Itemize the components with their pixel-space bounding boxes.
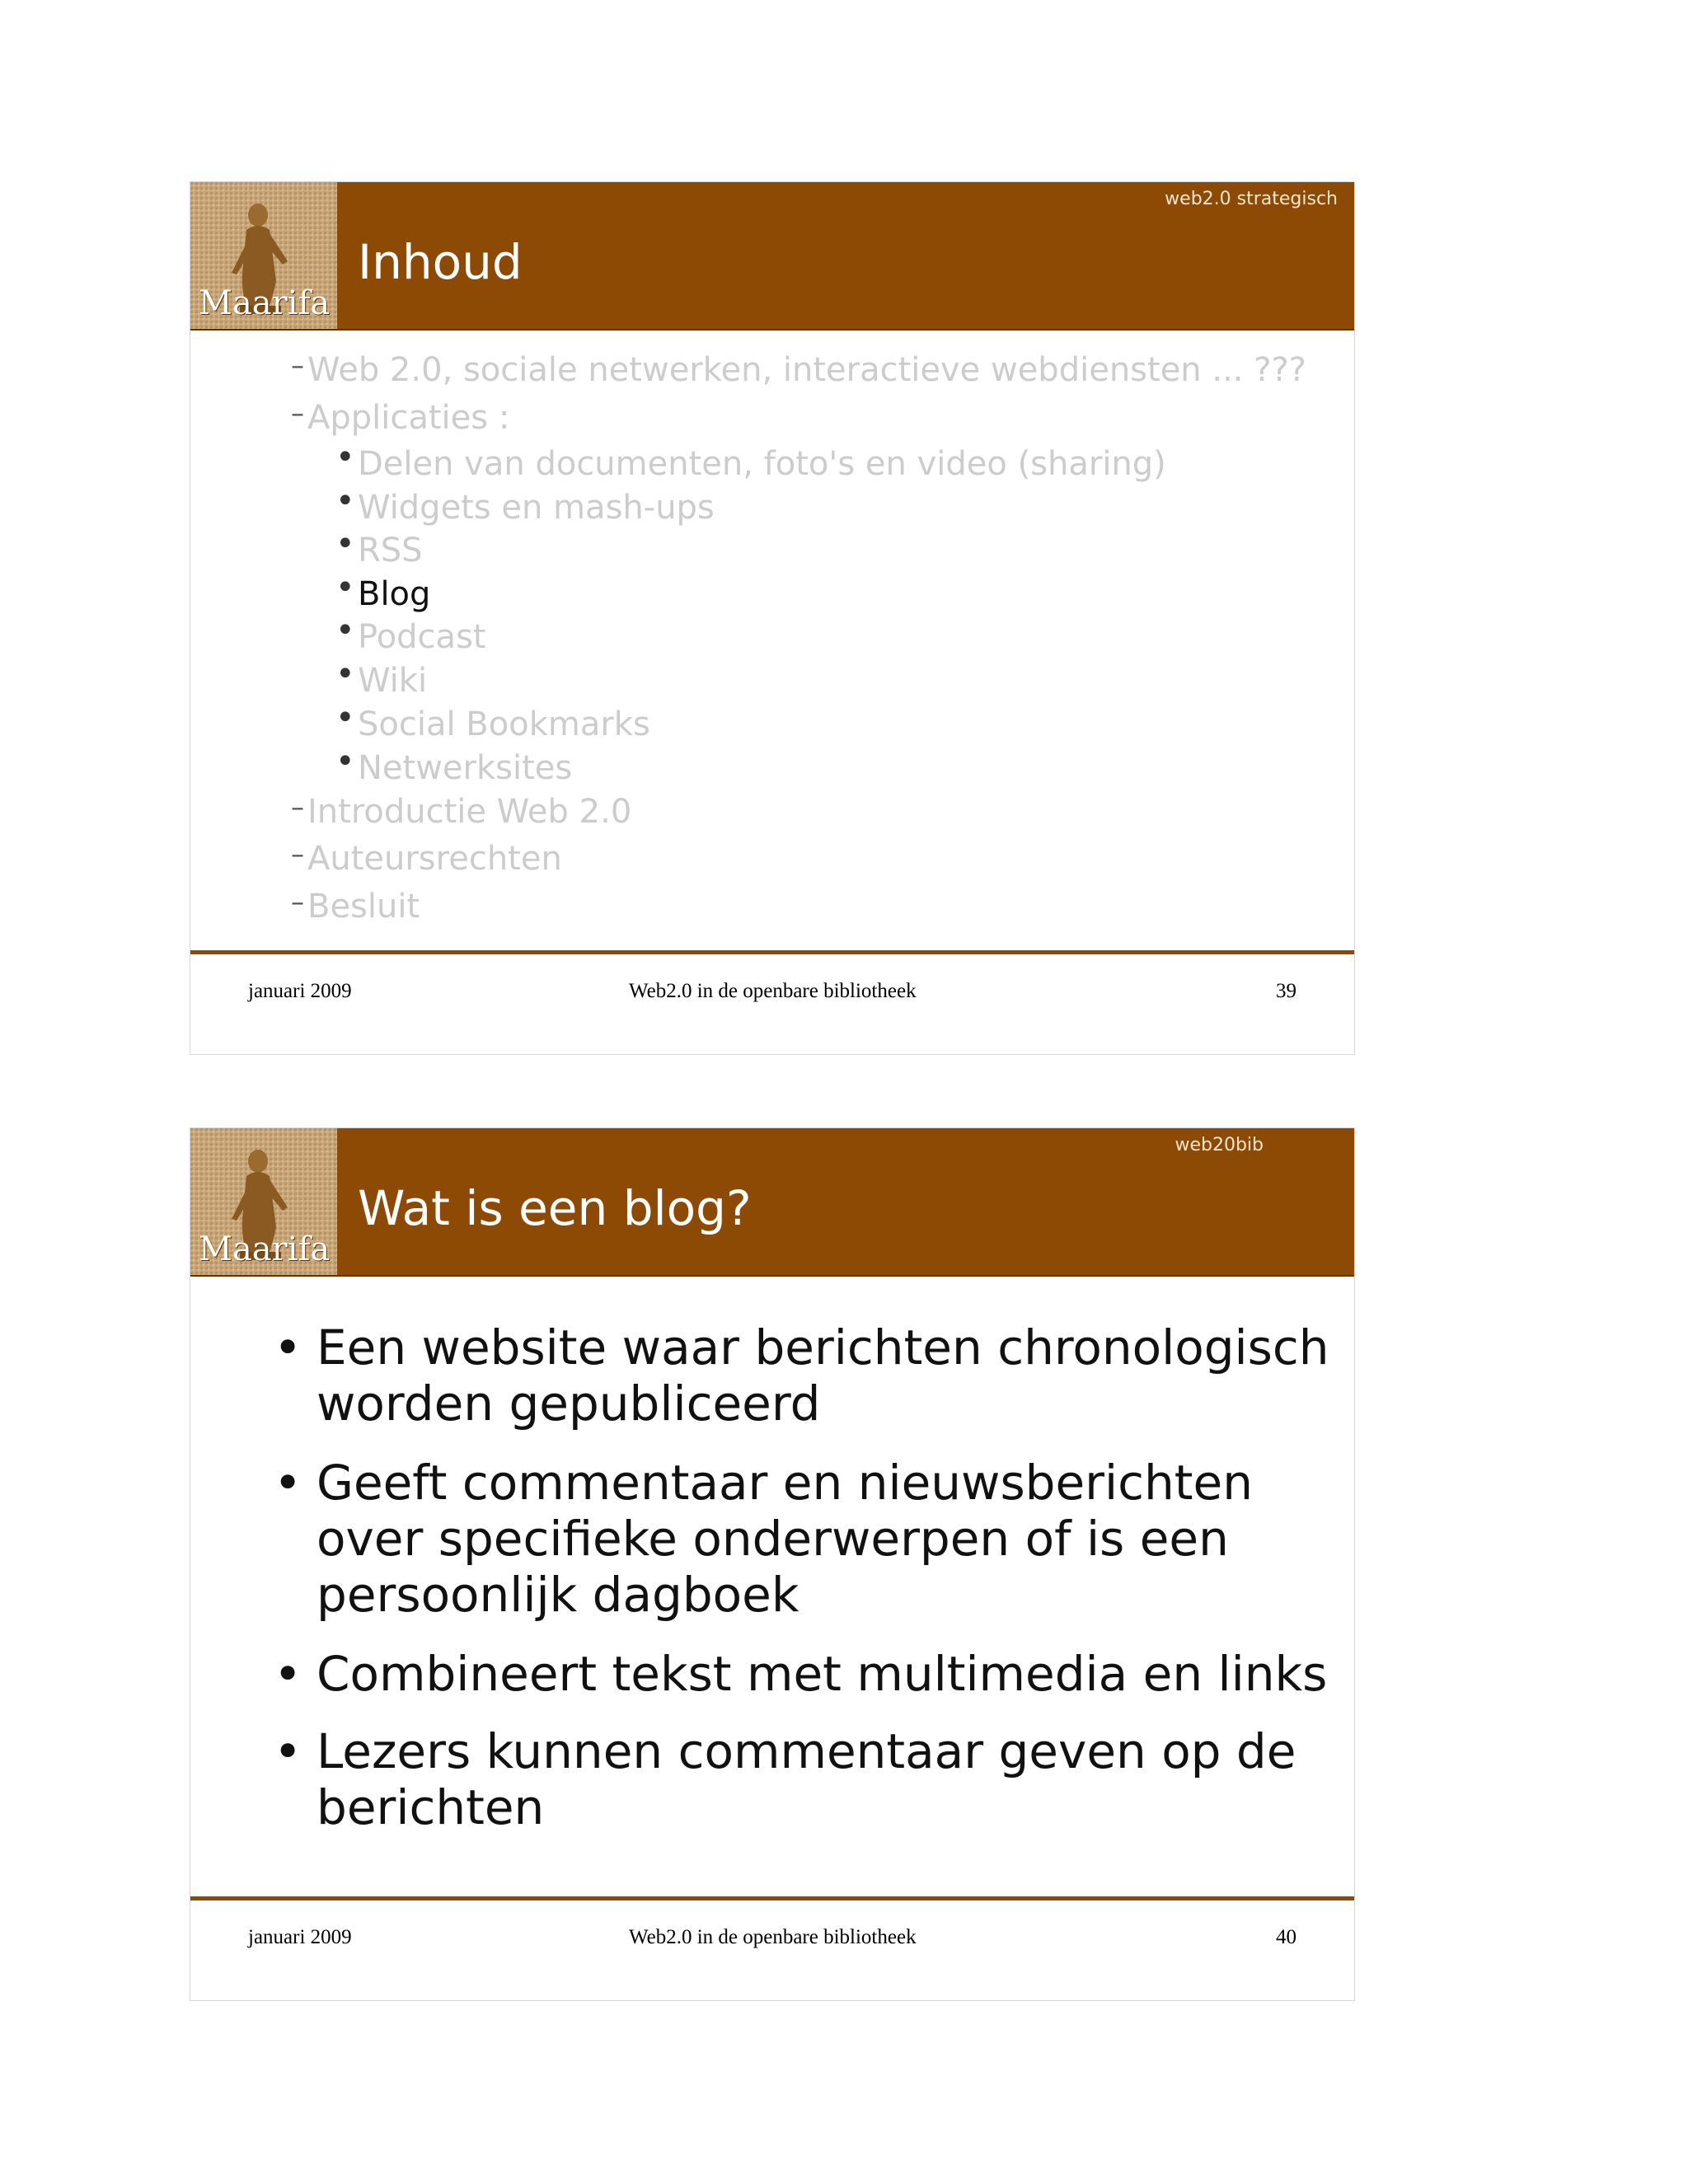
footer-divider — [190, 1896, 1354, 1900]
bullet-dot: • — [274, 1646, 302, 1702]
agenda-item-text: Introductie Web 2.0 — [307, 793, 632, 831]
bullet-marker: • — [335, 743, 355, 780]
agenda-item-text: RSS — [358, 532, 423, 569]
logo-text: Maarifa — [199, 1230, 331, 1268]
bullet-item — [274, 1319, 1347, 1432]
page-number: 40 — [1276, 1926, 1296, 1948]
agenda-subitem — [335, 525, 423, 569]
bullet-dot: • — [274, 1723, 302, 1779]
bullet-text: Combineert tekst met multimedia en links — [316, 1646, 1328, 1702]
bullet-item — [274, 1723, 1347, 1835]
slide-header — [190, 182, 1354, 330]
bullet-item — [274, 1455, 1347, 1623]
agenda-item-text: Auteursrechten — [307, 840, 562, 878]
agenda-subitem — [335, 743, 573, 787]
bullet-marker: • — [335, 612, 355, 649]
footer-title: Web2.0 in de openbare bibliotheek — [629, 1926, 917, 1948]
slide-tag: web2.0 strategisch — [1165, 189, 1338, 209]
bullet-marker: • — [335, 655, 355, 693]
slide-40 — [190, 1127, 1355, 2001]
agenda-item-text: Delen van documenten, foto's en video (sharing) — [358, 445, 1166, 483]
page-number: 39 — [1276, 980, 1296, 1002]
bullet-marker: • — [335, 438, 355, 476]
slide-title: Inhoud — [358, 234, 523, 290]
dash-marker: – — [291, 791, 304, 823]
agenda-item-text: Netwerksites — [358, 749, 573, 787]
footer-title: Web2.0 in de openbare bibliotheek — [629, 980, 917, 1002]
maarifa-logo — [190, 1128, 337, 1275]
bullet-text: Lezers kunnen commentaar geven op de berichten — [316, 1723, 1296, 1835]
footer-date: januari 2009 — [248, 980, 352, 1002]
agenda-subitem — [335, 482, 715, 527]
agenda-item-text: Besluit — [307, 888, 420, 926]
agenda-subitem — [335, 612, 486, 656]
footer-date: januari 2009 — [248, 1926, 352, 1948]
bullet-marker: • — [335, 482, 355, 520]
agenda-item-text: Widgets en mash-ups — [358, 489, 715, 527]
bullet-dot: • — [274, 1455, 302, 1511]
agenda-item-text: Applicaties : — [307, 399, 510, 437]
agenda-subitem — [335, 699, 650, 743]
slide-39 — [190, 181, 1355, 1055]
agenda-item-text: Wiki — [358, 662, 428, 700]
agenda-item-text: Podcast — [358, 618, 486, 656]
agenda-item-text: Social Bookmarks — [358, 705, 650, 743]
agenda-item — [291, 397, 510, 437]
dash-marker: – — [291, 397, 304, 429]
dash-marker: – — [291, 886, 304, 917]
slide-title: Wat is een blog? — [358, 1180, 752, 1236]
agenda-item-text: Blog — [358, 575, 431, 613]
agenda-item-text: Web 2.0, sociale netwerken, interactieve webdiensten ... ??? — [307, 351, 1306, 389]
bullet-marker: • — [335, 699, 355, 737]
bullet-text: Een website waar berichten chronologisch worden gepubliceerd — [316, 1319, 1329, 1432]
agenda-subitem — [335, 438, 1166, 483]
agenda-item — [291, 886, 420, 926]
dash-marker: – — [291, 838, 304, 869]
bullet-marker: • — [335, 569, 355, 607]
maarifa-logo — [190, 182, 337, 329]
slide-tag: web20bib — [1175, 1135, 1264, 1155]
logo-text: Maarifa — [199, 284, 331, 322]
agenda-item — [291, 349, 1306, 389]
agenda-item — [291, 838, 562, 878]
bullet-dot: • — [274, 1319, 302, 1376]
bullet-text: Geeft commentaar en nieuwsberichten over specifieke onderwerpen of is een persoonlijk dagboek — [316, 1455, 1253, 1623]
bullet-item — [274, 1646, 1347, 1702]
bullet-marker: • — [335, 525, 355, 563]
dash-marker: – — [291, 349, 304, 381]
footer-divider — [190, 950, 1354, 954]
slide-header — [190, 1128, 1354, 1277]
agenda-subitem — [335, 655, 428, 700]
agenda-item — [291, 791, 632, 831]
agenda-subitem-active — [335, 569, 431, 613]
